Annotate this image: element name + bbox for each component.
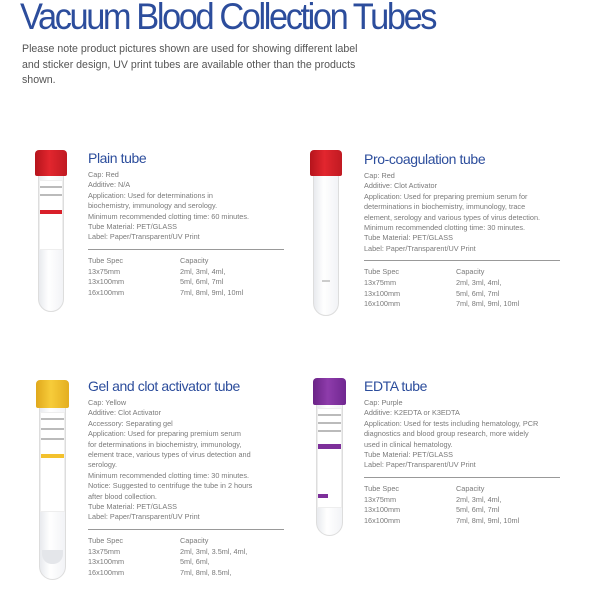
spec-cell: 16x100mm <box>88 567 125 577</box>
product-detail: Application: Used for preparing premium serum <box>88 429 241 439</box>
product-detail: Tube Material: PET/GLASS <box>88 222 177 232</box>
product-detail: Tube Material: PET/GLASS <box>364 450 453 460</box>
product-detail: element trace, various types of virus detection and <box>88 450 251 460</box>
spec-cell: 13x100mm <box>88 557 125 567</box>
capacity-cell: 5ml, 6ml, 7ml <box>180 277 224 287</box>
product-detail: determinations in biochemistry, immunology, trace <box>364 202 526 212</box>
page-title: Vacuum Blood Collection Tubes <box>20 0 436 37</box>
capacity-header: Capacity <box>456 267 485 277</box>
spec-cell: 13x75mm <box>88 546 121 556</box>
product-detail: biochemistry, immunology and serology. <box>88 201 218 211</box>
product-title: Gel and clot activator tube <box>88 378 240 394</box>
spec-header: Tube Spec <box>88 535 124 545</box>
pro-coagulation-tube-image <box>310 150 342 316</box>
product-detail: Additive: N/A <box>88 180 131 190</box>
capacity-cell: 2ml, 3ml, 4ml, <box>180 266 226 276</box>
product-detail: Label: Paper/Transparent/UV Print <box>88 512 200 522</box>
product-detail: Cap: Red <box>364 171 395 180</box>
product-detail: Accessory: Separating gel <box>88 418 173 428</box>
capacity-cell: 7ml, 8ml, 9ml, 10ml <box>456 299 520 309</box>
intro-text: Please note product pictures shown are used for showing different label and sticker design, UV print tubes are available other than the products shown. <box>22 43 358 86</box>
product-detail: Label: Paper/Transparent/UV Print <box>364 460 476 470</box>
product-detail: diagnostics and blood group research, more widely <box>364 429 529 439</box>
product-detail: Label: Paper/Transparent/UV Print <box>88 232 200 242</box>
product-detail: after blood collection. <box>88 491 157 501</box>
product-detail: for determinations in biochemistry, immunology, <box>88 439 242 449</box>
spec-header: Tube Spec <box>88 255 124 265</box>
product-detail: Application: Used for tests including hematology, PCR <box>364 418 539 428</box>
capacity-cell: 2ml, 3ml, 3.5ml, 4ml, <box>180 546 248 556</box>
spec-cell: 13x75mm <box>364 494 397 504</box>
product-plain-tube <box>88 150 284 299</box>
product-gel-clot-activator-tube <box>88 378 284 579</box>
spec-table <box>364 484 560 527</box>
product-edta-tube <box>364 378 560 527</box>
spec-table <box>88 256 284 299</box>
capacity-cell: 5ml, 6ml, 7ml <box>456 505 500 515</box>
product-detail: Minimum recommended clotting time: 30 minutes. <box>88 470 249 480</box>
product-detail: Additive: K2EDTA or K3EDTA <box>364 408 460 418</box>
spec-cell: 13x75mm <box>88 266 121 276</box>
spec-cell: 16x100mm <box>364 515 401 525</box>
spec-cell: 16x100mm <box>88 287 125 297</box>
capacity-header: Capacity <box>180 535 209 545</box>
product-title: Plain tube <box>88 150 147 166</box>
product-detail: Cap: Yellow <box>88 398 127 407</box>
capacity-header: Capacity <box>180 255 209 265</box>
product-title: EDTA tube <box>364 378 428 394</box>
capacity-cell: 2ml, 3ml, 4ml, <box>456 494 502 504</box>
product-detail: serology. <box>88 460 118 470</box>
capacity-cell: 7ml, 8ml, 8.5ml, <box>180 567 232 577</box>
product-detail: Label: Paper/Transparent/UV Print <box>364 243 476 253</box>
capacity-header: Capacity <box>456 483 485 493</box>
product-detail: Notice: Suggested to centrifuge the tube in 2 hours <box>88 481 253 491</box>
product-detail: Additive: Clot Activator <box>88 408 162 418</box>
divider <box>88 529 284 530</box>
divider <box>88 249 284 250</box>
product-title: Pro-coagulation tube <box>364 151 486 167</box>
edta-tube-image <box>313 378 346 536</box>
spec-table <box>88 536 284 579</box>
divider <box>364 260 560 261</box>
gel-tube-image <box>36 380 69 580</box>
product-detail: Minimum recommended clotting time: 30 minutes. <box>364 223 525 233</box>
capacity-cell: 5ml, 6ml, 7ml <box>456 288 500 298</box>
capacity-cell: 5ml, 6ml, <box>180 557 210 567</box>
product-detail: Tube Material: PET/GLASS <box>364 233 453 243</box>
product-detail: Application: Used for determinations in <box>88 190 213 200</box>
capacity-cell: 2ml, 3ml, 4ml, <box>456 277 502 287</box>
product-detail: Additive: Clot Activator <box>364 181 438 191</box>
product-detail: Minimum recommended clotting time: 60 minutes. <box>88 211 249 221</box>
spec-header: Tube Spec <box>364 483 400 493</box>
spec-cell: 16x100mm <box>364 299 401 309</box>
plain-tube-image <box>35 150 67 312</box>
divider <box>364 477 560 478</box>
spec-cell: 13x100mm <box>364 288 401 298</box>
product-detail: element, serology and various types of virus detection. <box>364 212 541 222</box>
product-detail: Cap: Red <box>88 170 119 179</box>
spec-cell: 13x75mm <box>364 277 397 287</box>
product-detail: Tube Material: PET/GLASS <box>88 502 177 512</box>
spec-header: Tube Spec <box>364 267 400 277</box>
product-detail: Application: Used for preparing premium serum for <box>364 191 528 201</box>
spec-cell: 13x100mm <box>364 505 401 515</box>
product-detail: Cap: Purple <box>364 398 403 407</box>
product-pro-coagulation-tube <box>364 151 560 310</box>
spec-cell: 13x100mm <box>88 277 125 287</box>
capacity-cell: 7ml, 8ml, 9ml, 10ml <box>180 287 244 297</box>
capacity-cell: 7ml, 8ml, 9ml, 10ml <box>456 515 520 525</box>
spec-table <box>364 267 560 310</box>
product-detail: used in clinical hematology. <box>364 439 453 449</box>
